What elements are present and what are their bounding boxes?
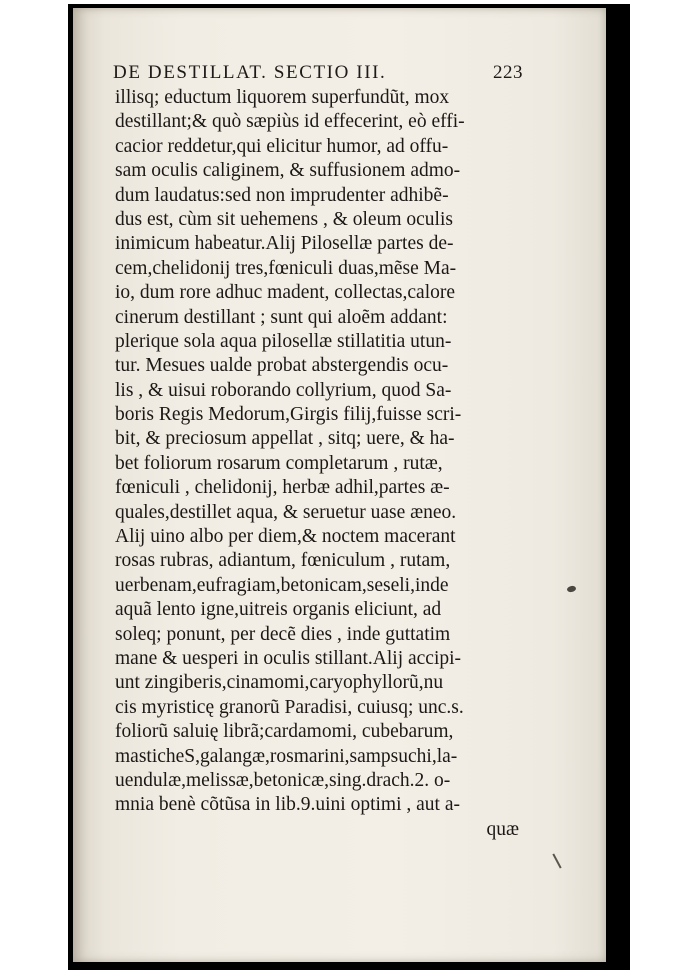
running-header <box>113 62 523 88</box>
catchword: quæ <box>486 818 519 840</box>
text-line: lis , & uisui roborando collyrium, quod Sa- <box>115 379 452 401</box>
body-text <box>115 86 521 842</box>
text-line: Alij uino albo per diem,& noctem macerant <box>115 526 456 548</box>
text-line: fœniculi , chelidonij, herbæ adhil,partes æ- <box>115 477 450 499</box>
text-line: sam oculis caliginem, & suffusionem admo- <box>115 160 461 182</box>
text-line: uerbenam,eufragiam,betonicam,seseli,inde <box>115 574 449 596</box>
page-number: 223 <box>493 62 523 83</box>
text-line: rosas rubras, adiantum, fœniculum , rutam, <box>115 550 451 572</box>
text-line: tur. Mesues ualde probat abstergendis ocu- <box>115 355 449 377</box>
text-line: cacior reddetur,qui elicitur humor, ad offu- <box>115 135 449 157</box>
text-line: io, dum rore adhuc madent, collectas,calore <box>115 282 456 304</box>
text-line: boris Regis Medorum,Girgis filij,fuisse scri- <box>115 404 462 426</box>
book-page <box>73 8 606 962</box>
text-line: cinerum destillant ; sunt qui aloẽm addant: <box>115 306 448 328</box>
ink-blot-mark <box>566 585 576 593</box>
running-title: DE DESTILLAT. SECTIO III. <box>113 62 387 83</box>
text-line: inimicum habeatur.Alij Pilosellæ partes de- <box>115 233 454 255</box>
text-line: bet foliorum rosarum completarum , rutæ, <box>115 452 443 474</box>
text-line: soleq; ponunt, per decẽ dies , inde guttatim <box>115 623 451 645</box>
text-line: quales,destillet aqua, & seruetur uase æneo. <box>115 501 457 523</box>
text-line: masticheS,galangæ,rosmarini,sampsuchi,la- <box>115 745 458 767</box>
text-line: unt zingiberis,cinamomi,caryophyllorũ,nu <box>115 672 444 694</box>
text-line: dum laudatus:sed non imprudenter adhibẽ- <box>115 184 449 206</box>
text-line: uendulæ,melissæ,betonicæ,sing.drach.2. o- <box>115 769 451 791</box>
text-line: bit, & preciosum appellat , sitq; uere, & ha- <box>115 428 455 450</box>
pen-stroke-mark <box>552 853 561 868</box>
text-line: foliorũ saluię librã;cardamomi, cubebarum, <box>115 721 454 743</box>
text-line: cem,chelidonij tres,fœniculi duas,mẽse Ma- <box>115 257 457 279</box>
text-line: aquã lento igne,uitreis organis eliciunt, ad <box>115 599 442 621</box>
text-line: plerique sola aqua pilosellæ stillatitia utun- <box>115 330 452 352</box>
text-line: mane & uesperi in oculis stillant.Alij accipi- <box>115 647 462 669</box>
text-line: dus est, cùm sit uehemens , & oleum oculis <box>115 208 453 230</box>
text-line: destillant;& quò sæpiùs id effecerint, eò effi- <box>115 111 465 133</box>
text-line: mnia benè cõtũsa in lib.9.uini optimi , aut a- <box>115 794 460 816</box>
text-line: illisq; eductum liquorem superfundũt, mox <box>115 87 450 108</box>
book-page-border <box>68 4 630 970</box>
text-line: cis myristicę granorũ Paradisi, cuiusq; unc.s. <box>115 696 464 718</box>
